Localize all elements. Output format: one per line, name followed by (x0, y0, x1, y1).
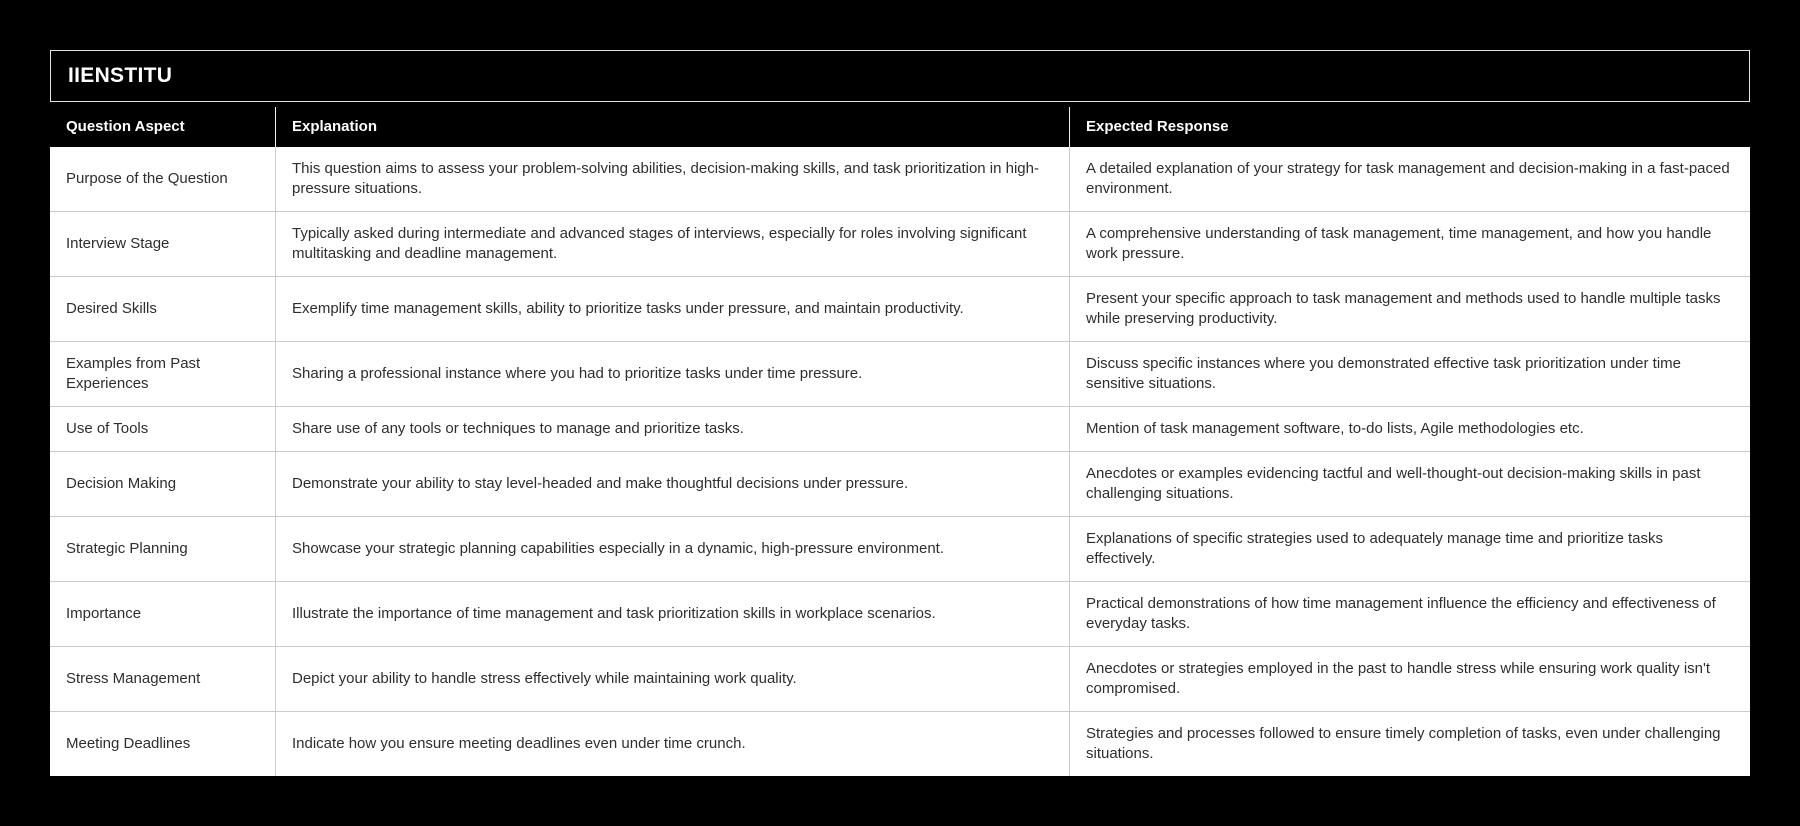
cell-question-aspect: Decision Making (50, 452, 275, 517)
cell-expected-response: Mention of task management software, to-do lists, Agile methodologies etc. (1069, 407, 1750, 452)
cell-question-aspect: Interview Stage (50, 212, 275, 277)
column-header-expected-response: Expected Response (1069, 107, 1750, 147)
table-row (50, 212, 1750, 277)
cell-question-aspect: Use of Tools (50, 407, 275, 452)
cell-explanation: Exemplify time management skills, ability to prioritize tasks under pressure, and maintain productivity. (275, 277, 1069, 342)
table-body (50, 147, 1750, 776)
cell-expected-response: A detailed explanation of your strategy for task management and decision-making in a fast-paced environment. (1069, 147, 1750, 212)
table-row (50, 647, 1750, 712)
table-row (50, 452, 1750, 517)
table-row (50, 342, 1750, 407)
cell-explanation: Share use of any tools or techniques to manage and prioritize tasks. (275, 407, 1069, 452)
cell-explanation: Sharing a professional instance where you had to prioritize tasks under time pressure. (275, 342, 1069, 407)
cell-explanation: This question aims to assess your problem-solving abilities, decision-making skills, and task prioritization in high-pressure situations. (275, 147, 1069, 212)
cell-expected-response: Practical demonstrations of how time management influence the efficiency and effectiveness of everyday tasks. (1069, 582, 1750, 647)
table-row (50, 582, 1750, 647)
cell-question-aspect: Meeting Deadlines (50, 712, 275, 776)
cell-explanation: Depict your ability to handle stress effectively while maintaining work quality. (275, 647, 1069, 712)
cell-expected-response: Anecdotes or examples evidencing tactful and well-thought-out decision-making skills in past challenging situations. (1069, 452, 1750, 517)
table-row (50, 712, 1750, 776)
table-row (50, 147, 1750, 212)
cell-question-aspect: Strategic Planning (50, 517, 275, 582)
cell-explanation: Typically asked during intermediate and advanced stages of interviews, especially for roles involving significant multitasking and deadline management. (275, 212, 1069, 277)
content-area (50, 50, 1750, 776)
brand-title: IIENSTITU (68, 64, 173, 87)
cell-expected-response: Explanations of specific strategies used to adequately manage time and prioritize tasks effectively. (1069, 517, 1750, 582)
cell-question-aspect: Examples from Past Experiences (50, 342, 275, 407)
table-row (50, 277, 1750, 342)
column-header-question-aspect: Question Aspect (50, 107, 275, 147)
cell-expected-response: Anecdotes or strategies employed in the past to handle stress while ensuring work quality isn't compromised. (1069, 647, 1750, 712)
cell-question-aspect: Purpose of the Question (50, 147, 275, 212)
cell-question-aspect: Desired Skills (50, 277, 275, 342)
cell-expected-response: A comprehensive understanding of task management, time management, and how you handle work pressure. (1069, 212, 1750, 277)
cell-expected-response: Discuss specific instances where you demonstrated effective task prioritization under time sensitive situations. (1069, 342, 1750, 407)
question-aspect-table (50, 107, 1750, 776)
cell-explanation: Demonstrate your ability to stay level-headed and make thoughtful decisions under pressure. (275, 452, 1069, 517)
cell-question-aspect: Stress Management (50, 647, 275, 712)
cell-explanation: Showcase your strategic planning capabilities especially in a dynamic, high-pressure environment. (275, 517, 1069, 582)
table-row (50, 407, 1750, 452)
table-header-row (50, 107, 1750, 147)
column-header-explanation: Explanation (275, 107, 1069, 147)
cell-explanation: Illustrate the importance of time management and task prioritization skills in workplace scenarios. (275, 582, 1069, 647)
cell-expected-response: Present your specific approach to task management and methods used to handle multiple tasks while preserving productivity. (1069, 277, 1750, 342)
brand-header (50, 50, 1750, 102)
table-row (50, 517, 1750, 582)
cell-question-aspect: Importance (50, 582, 275, 647)
cell-explanation: Indicate how you ensure meeting deadlines even under time crunch. (275, 712, 1069, 776)
cell-expected-response: Strategies and processes followed to ensure timely completion of tasks, even under challenging situations. (1069, 712, 1750, 776)
